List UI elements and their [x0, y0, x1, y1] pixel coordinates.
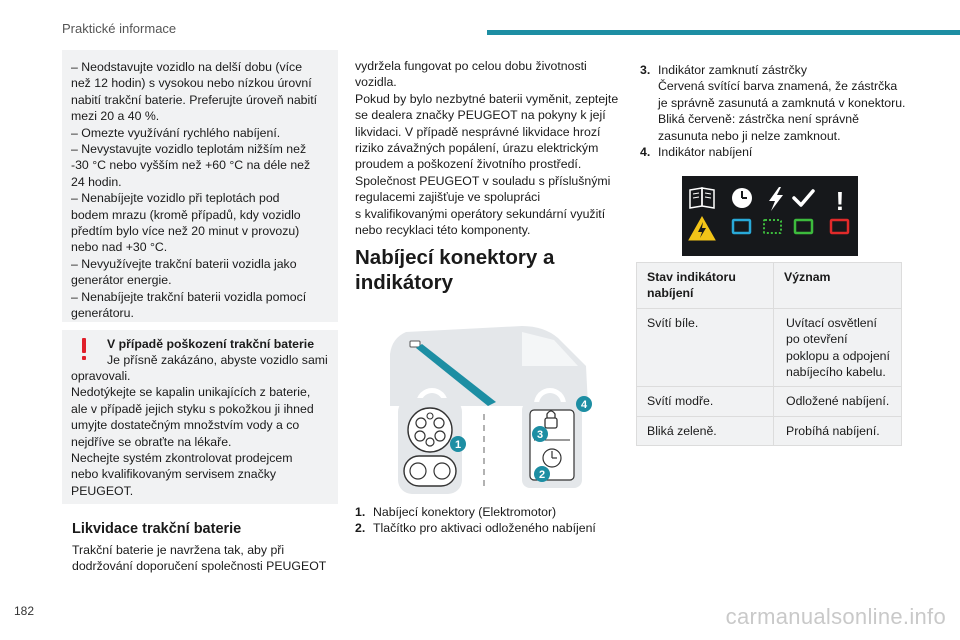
text-line: s kvalifikovanými operátory sekundární využití — [355, 206, 606, 221]
list-item — [640, 144, 908, 160]
text-line: vozidla. — [355, 75, 397, 90]
exclamation-warning-icon — [80, 338, 88, 362]
connector-legend — [355, 504, 627, 537]
text-line: – Nevystavujte vozidlo teplotám nižším než — [71, 142, 307, 157]
disposal-text — [72, 542, 340, 575]
table-cell: Probíhá nabíjení. — [774, 416, 902, 445]
text-line: regulacemi zajišťuje ve spolupráci — [355, 190, 541, 205]
text-line: nebo kvalifikovaným servisem značky — [71, 467, 277, 482]
text-line: – Omezte využívání rychlého nabíjení. — [71, 125, 281, 140]
text-line: Pokud by bylo nezbytné baterii vyměnit, zeptejte — [355, 91, 619, 106]
text-line: vydržela fungovat po celou dobu životnosti — [355, 59, 587, 73]
item-number: 2. — [355, 521, 366, 536]
item-text: je správně zasunutá a zamknutá v konektoru. — [658, 95, 906, 110]
table-cell: Svítí bíle. — [637, 308, 774, 387]
item-text: Nabíjecí konektory (Elektromotor) — [373, 505, 557, 519]
section-heading: Nabíjecí konektory a indikátory — [355, 246, 555, 294]
header-accent-bar — [487, 30, 960, 35]
warning-body — [71, 368, 333, 499]
text-line: Společnost PEUGEOT v souladu s příslušnými — [355, 173, 611, 188]
callout-3 — [532, 426, 548, 442]
text-line: Nechejte systém zkontrolovat prodejcem — [71, 451, 293, 466]
table-header-row — [637, 263, 902, 309]
text-line: – Nenabíjejte trakční baterii vozidla pomocí — [71, 289, 307, 304]
warning-title: V případě poškození trakční baterie — [107, 337, 315, 351]
text-line: Nedotýkejte se kapalin unikajících z baterie, — [71, 385, 311, 400]
text-line: ale v případě jejich styku s pokožkou ji ihned — [71, 401, 314, 416]
item-number: 1. — [355, 505, 366, 519]
text-line: než 12 hodin) s vysokou nebo nízkou úrovní — [71, 76, 312, 91]
list-item — [640, 62, 908, 144]
warning-first-line: Je přísně zakázáno, abyste vozidlo sami — [107, 353, 328, 367]
column-header: Stav indikátoru nabíjení — [637, 263, 774, 309]
svg-text:3: 3 — [536, 429, 544, 441]
text-line: -30 °C nebo vyšším než +60 °C na déle než — [71, 158, 311, 173]
callout-4 — [576, 396, 592, 412]
indicator-legend — [640, 62, 908, 160]
item-text: Tlačítko pro aktivaci odloženého nabíjení — [373, 521, 596, 536]
text-line: proudem a poškození životního prostředí. — [355, 157, 582, 172]
running-header: Praktické informace — [62, 21, 177, 36]
table-cell: Bliká zeleně. — [637, 416, 774, 445]
item-text: Červená svítící barva znamená, že zástrčka — [658, 79, 898, 94]
table-row — [637, 308, 902, 387]
text-line: likvidaci. V případě nesprávné likvidace hrozí — [355, 124, 601, 139]
svg-text:1: 1 — [454, 439, 462, 451]
text-line: předtím bylo více než 20 minut v provozu) — [71, 224, 300, 239]
item-text: Indikátor nabíjení — [658, 145, 753, 160]
battery-damage-warning — [62, 330, 338, 504]
text-line: riziko závažných popálení, úrazu elektrickým — [355, 141, 599, 156]
text-line: generátoru. — [71, 306, 134, 321]
callout-1 — [450, 436, 466, 452]
column-header: Význam — [774, 263, 902, 309]
indicator-status-table — [636, 262, 902, 446]
svg-text:4: 4 — [580, 399, 588, 411]
clock-icon — [732, 188, 752, 208]
battery-care-list — [71, 59, 333, 322]
text-line: PEUGEOT. — [71, 483, 134, 498]
text-line: – Neodstavujte vozidlo na delší dobu (více — [71, 60, 303, 74]
svg-text:2: 2 — [538, 469, 546, 481]
text-line: – Nenabíjejte vozidlo při teplotách pod — [71, 191, 280, 206]
page-number: 182 — [14, 604, 35, 618]
text-line: nebo recyklaci této komponenty. — [355, 223, 531, 238]
text-line: Trakční baterie je navržena tak, aby při — [72, 543, 285, 557]
disposal-heading: Likvidace trakční baterie — [72, 521, 242, 537]
text-line: se dealera značky PEUGEOT na pokyny k její — [355, 108, 606, 123]
list-item — [355, 520, 627, 536]
text-line: – Nevyužívejte trakční baterii vozidla jako — [71, 256, 297, 271]
table-cell: Svítí modře. — [637, 387, 774, 416]
text-line: umyjte dostatečným množstvím vody a co — [71, 418, 300, 433]
item-number: 3. — [640, 63, 651, 77]
table-cell: Uvítací osvětlení po otevření poklopu a odpojení nabíjecího kabelu. — [774, 308, 902, 387]
watermark: carmanualsonline.info — [725, 604, 946, 629]
text-line: nebo nad +30 °C. — [71, 240, 168, 255]
text-line: 24 hodin. — [71, 174, 122, 189]
text-line: nabití trakční baterie. Preferujte úroveň nabití — [71, 92, 318, 107]
text-line: mezi 20 a 40 %. — [71, 109, 160, 124]
charging-connector-illustration — [372, 318, 592, 494]
table-row — [637, 416, 902, 445]
charging-indicator-panel — [682, 176, 858, 256]
exclamation-glyph: ! — [835, 186, 845, 216]
text-line: opravovali. — [71, 369, 131, 383]
text-line: dodržování doporučení společnosti PEUGEOT — [72, 559, 327, 574]
callout-2 — [534, 466, 550, 482]
item-text: Indikátor zamknutí zástrčky — [658, 63, 807, 77]
list-item — [355, 504, 627, 520]
battery-care-box — [62, 50, 338, 322]
text-line: nejdříve se obraťte na lékaře. — [71, 434, 232, 449]
disposal-continued-text — [355, 58, 627, 238]
table-row — [637, 387, 902, 416]
text-line: bodem mrazu (kromě případů, kdy vozidlo — [71, 207, 301, 222]
text-line: generátor energie. — [71, 273, 172, 288]
item-number: 4. — [640, 145, 651, 160]
item-text: zasunuta nebo ji nelze zamknout. — [658, 128, 841, 143]
table-cell: Odložené nabíjení. — [774, 387, 902, 416]
item-text: Bliká červeně: zástrčka není správně — [658, 112, 859, 127]
